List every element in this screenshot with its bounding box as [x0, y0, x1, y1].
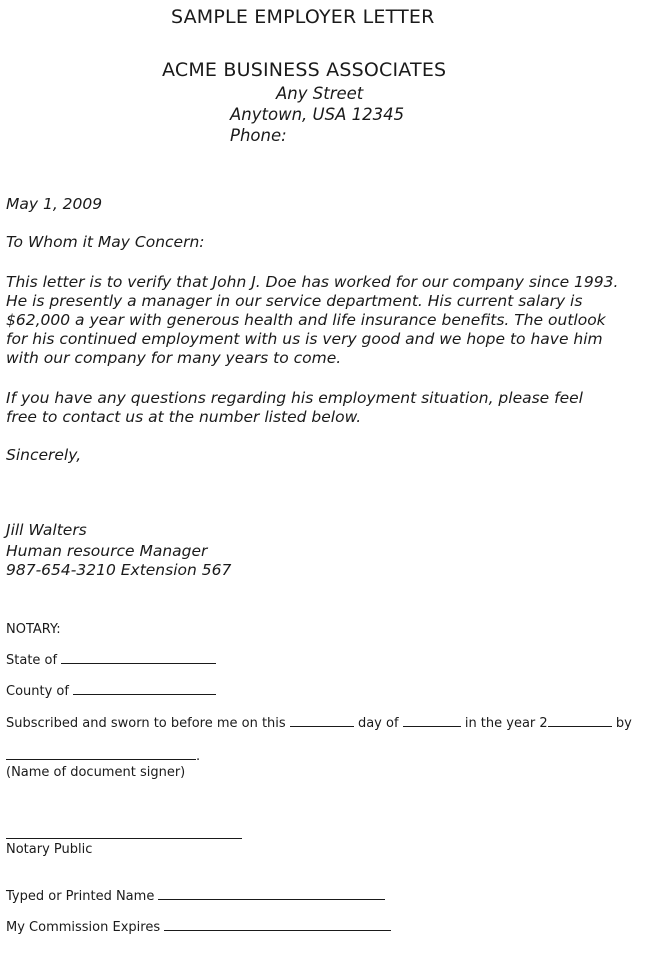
county-field [6, 684, 216, 699]
company-street: Any Street [276, 84, 364, 103]
closing: Sincerely, [6, 446, 82, 464]
sworn-text-4: by [615, 716, 632, 731]
typed-name-label: Typed or Printed Name [6, 889, 155, 904]
signer-phone: 987-654-3210 Extension 567 [6, 561, 232, 579]
sworn-text-1: Subscribed and sworn to before me on this [6, 716, 286, 731]
sworn-text-2: day of [357, 716, 399, 731]
paragraph-employment: This letter is to verify that John J. Doe has worked for our company since 1993. He is presently a manager in our service department. His current salary is $62,000 a year with generous health and life insurance benefits. The outlook for his continued employment with us is very good and we hope to have him with our company for many years to come. [6, 273, 619, 367]
state-blank[interactable] [61, 662, 216, 664]
company-name: ACME BUSINESS ASSOCIATES [162, 59, 447, 81]
notary-public-label: Notary Public [6, 842, 93, 857]
commission-label: My Commission Expires [6, 920, 161, 935]
notary-heading: NOTARY: [6, 622, 61, 637]
commission-field [6, 920, 391, 935]
letter-date: May 1, 2009 [6, 195, 103, 213]
signer-title: Human resource Manager [6, 542, 208, 560]
commission-blank[interactable] [164, 929, 391, 931]
salutation: To Whom it May Concern: [6, 233, 205, 251]
county-blank[interactable] [73, 693, 216, 695]
typed-name-field [6, 889, 385, 904]
signer-blank-period: . [196, 749, 201, 764]
sworn-statement [6, 716, 632, 731]
state-field [6, 653, 216, 668]
signer-name: Jill Walters [6, 521, 87, 539]
company-phone-label: Phone: [230, 126, 287, 145]
sworn-day-blank[interactable] [290, 725, 354, 727]
paragraph-questions: If you have any questions regarding his employment situation, please feel free to contact us at the number listed below. [6, 389, 583, 426]
company-city: Anytown, USA 12345 [230, 105, 405, 124]
sworn-month-blank[interactable] [403, 725, 461, 727]
typed-name-blank[interactable] [158, 898, 385, 900]
letter-title: SAMPLE EMPLOYER LETTER [171, 6, 435, 28]
sworn-text-3: in the year 2 [464, 716, 548, 731]
notary-signature-line[interactable] [6, 838, 242, 839]
county-label: County of [6, 684, 69, 699]
signer-caption: (Name of document signer) [6, 765, 186, 780]
signer-name-field [6, 749, 200, 764]
sworn-year-blank[interactable] [548, 725, 612, 727]
document-signer-blank[interactable] [6, 758, 196, 760]
state-label: State of [6, 653, 58, 668]
